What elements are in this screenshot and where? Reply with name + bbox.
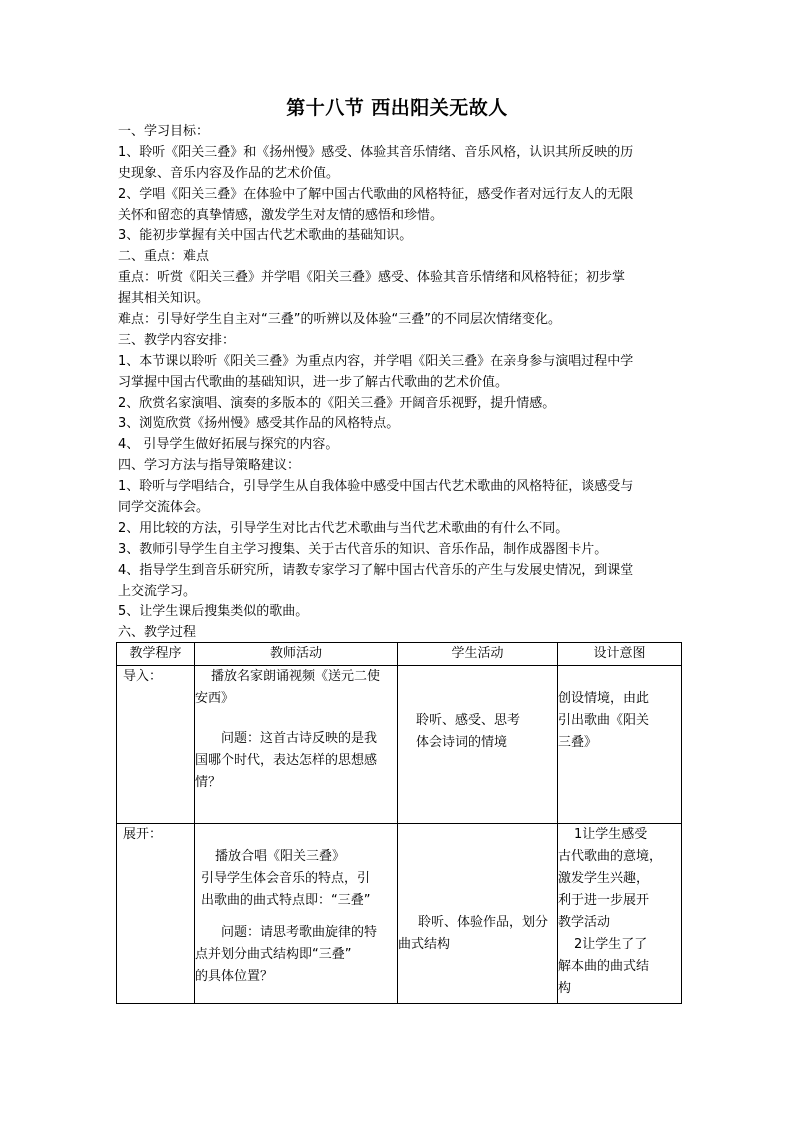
stage-label: 导入： — [123, 669, 163, 684]
intent-line: 古代歌曲的意境， — [558, 849, 663, 864]
header-teacher-activity: 教师活动 — [195, 643, 398, 666]
intent-line: 2让学生了了 — [574, 937, 648, 952]
teacher-line: 问题：请思考歌曲旋律的特 — [221, 925, 378, 940]
objective-line: 1、聆听《阳关三叠》和《扬州慢》感受、体验其音乐情绪、音乐风格，认识其所反映的历 — [118, 144, 634, 160]
teacher-line: 出歌曲的曲式特点即：“三叠” — [201, 893, 371, 908]
intent-line: 三叠》 — [558, 735, 598, 750]
table-header-row — [117, 643, 682, 666]
student-activity-cell — [398, 666, 558, 824]
intent-line: 创设情境，由此 — [558, 691, 650, 706]
section-heading-content: 三、教学内容安排： — [118, 332, 236, 348]
intent-line: 利于进一步展开 — [558, 893, 650, 908]
teacher-activity-cell — [195, 824, 398, 1004]
method-line: 5、让学生课后搜集类似的歌曲。 — [118, 604, 309, 620]
student-line: 体会诗词的情境 — [416, 735, 508, 750]
intent-line: 激发学生兴趣， — [558, 871, 650, 886]
method-line: 4、指导学生到音乐研究所，请教专家学习了解中国古代音乐的产生与发展史情况，到课堂 — [118, 562, 634, 578]
method-line: 2、用比较的方法，引导学生对比古代艺术歌曲与当代艺术歌曲的有什么不同。 — [118, 520, 569, 536]
objective-line: 史现象、音乐内容及作品的艺术价值。 — [118, 165, 340, 181]
teacher-line: 国哪个时代，表达怎样的思想感 — [195, 753, 378, 768]
teacher-activity-cell — [195, 666, 398, 824]
method-line: 上交流学习。 — [118, 583, 197, 599]
header-student-activity: 学生活动 — [398, 643, 558, 666]
teacher-line: 问题：这首古诗反映的是我 — [221, 731, 378, 746]
student-activity-cell — [398, 824, 558, 1004]
stage-cell — [117, 824, 195, 1004]
teacher-line: 情？ — [195, 775, 222, 790]
design-intent-cell — [558, 824, 682, 1004]
teacher-line: 播放合唱《阳关三叠》 — [215, 849, 346, 864]
teacher-line: 播放名家朗诵视频《送元二使 — [211, 669, 381, 684]
content-line: 3、浏览欣赏《扬州慢》感受其作品的风格特点。 — [118, 416, 400, 432]
key-point-line: 重点：听赏《阳关三叠》并学唱《阳关三叠》感受、体验其音乐情绪和风格特征；初步掌 — [118, 270, 626, 286]
method-line: 1、聆听与学唱结合，引导学生从自我体验中感受中国古代艺术歌曲的风格特征，谈感受与 — [118, 479, 634, 495]
intent-line: 引出歌曲《阳关 — [558, 713, 650, 728]
student-line: 聆听、体验作品，划分 — [418, 915, 549, 930]
teacher-line: 点并划分曲式结构即“三叠” — [195, 947, 352, 962]
section-heading-objectives: 一、学习目标： — [118, 124, 210, 139]
header-stage: 教学程序 — [117, 643, 195, 666]
content-line: 4、 引导学生做好拓展与探究的内容。 — [118, 437, 339, 453]
method-line: 同学交流体会。 — [118, 500, 210, 516]
content-line: 1、本节课以聆听《阳关三叠》为重点内容，并学唱《阳关三叠》在亲身参与演唱过程中学 — [118, 353, 634, 369]
intent-line: 构 — [558, 981, 572, 996]
stage-label: 展开： — [123, 827, 163, 842]
stage-cell — [117, 666, 195, 824]
method-line: 3、教师引导学生自主学习搜集、关于古代音乐的知识、音乐作品，制作成器图卡片。 — [118, 541, 608, 557]
table-row — [117, 666, 682, 824]
content-line: 2、欣赏名家演唱、演奏的多版本的《阳关三叠》开阔音乐视野，提升情感。 — [118, 395, 556, 411]
teacher-line: 的具体位置？ — [195, 969, 274, 984]
section-heading-process: 六、教学过程 — [118, 625, 197, 641]
teaching-process-table — [116, 642, 682, 1004]
objective-line: 2、学唱《阳关三叠》在体验中了解中国古代歌曲的风格特征，感受作者对远行友人的无限 — [118, 186, 634, 202]
student-line: 聆听、感受、思考 — [416, 713, 521, 728]
document-body — [118, 122, 684, 644]
difficulty-line: 难点：引导好学生自主对“三叠”的听辨以及体验“三叠”的不同层次情绪变化。 — [118, 312, 561, 328]
teacher-line: 安西》 — [195, 691, 235, 706]
intent-line: 解本曲的曲式结 — [558, 959, 650, 974]
objective-line: 3、能初步掌握有关中国古代艺术歌曲的基础知识。 — [118, 228, 413, 244]
student-line: 曲式结构 — [398, 937, 451, 952]
teacher-line: 引导学生体会音乐的特点，引 — [201, 871, 371, 886]
design-intent-cell — [558, 666, 682, 824]
content-line: 习掌握中国古代歌曲的基础知识，进一步了解古代歌曲的艺术价值。 — [118, 374, 509, 390]
document-title: 第十八节 西出阳关无故人 — [286, 97, 508, 119]
section-heading-key-points: 二、重点：难点 — [118, 249, 210, 265]
header-design-intent: 设计意图 — [558, 643, 682, 666]
objective-line: 关怀和留恋的真挚情感，激发学生对友情的感悟和珍惜。 — [118, 207, 444, 223]
intent-line: 1让学生感受 — [574, 827, 648, 842]
intent-line: 教学活动 — [558, 915, 611, 930]
section-heading-methods: 四、学习方法与指导策略建议： — [118, 458, 301, 474]
table-row — [117, 824, 682, 1004]
key-point-line: 握其相关知识。 — [118, 291, 210, 307]
